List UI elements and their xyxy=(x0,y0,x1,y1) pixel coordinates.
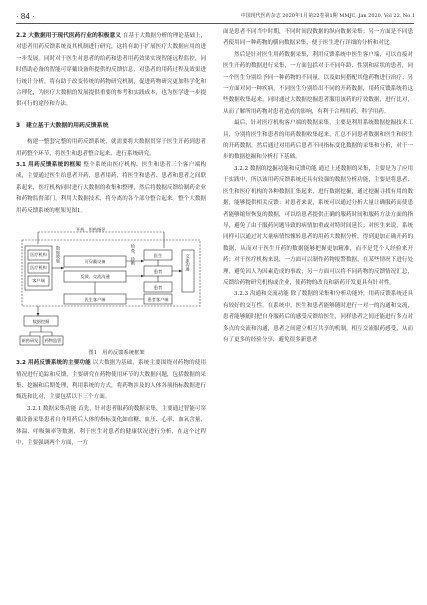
section-3-2-body: 以大数据为基础，系统主要围绕对药物的使用情况进行追踪和反馈，主要研究在药物使用环节的大数据问题，包括数据的采集、挖掘和后期处理，利用系统的方式，将药物涉及的人体各项指标数据进行甄选和比对，主要包括以下三个方面。 xyxy=(16,360,207,401)
fig-label-doctor-client: 医生客户端 xyxy=(84,297,106,303)
section-3-1-body: 整个系统由医疗机构、医生和患者三个客户端构成，主要通过医生给患者开药，患者用药，将医生和患者、患者和患者之间联系起来，医疗机构同时进行大数据的收集和整理，然后将数据反馈给制药企业和药物监督部门，利用大数据技术，将分离的各个部分整合起来。整个大数据用药反馈系统的框架见图1。 xyxy=(16,162,207,214)
section-3-1-title: 3.1 用药反馈系统的框架 xyxy=(16,162,82,169)
right-paragraph-3: 最后，针对医疗机构客户端的数据采集，主要是利用系统数据挖掘技术工具，分别将医生和患者的用药数据收集起来，汇总不同患者数据和医生和医生的开药数据，然后通过对用药后患者不同指标变化数据的采集和分析，对于一步的数据挖掘和分析打下基础。 xyxy=(223,120,413,161)
fig-label-feedback: 反馈、交流沟通 xyxy=(80,274,110,280)
fig-label-patient-client: 患者客户端 xyxy=(147,297,169,303)
section-3-2-2 xyxy=(223,164,413,289)
figure-1-lines xyxy=(16,220,206,347)
fig-label-patient-1: 患者 xyxy=(153,269,163,275)
section-3-2-1-body: 首先，针对患者服药的数据采集，主要通过智能可穿戴设备采集患者自身用药后人体的指标变化如血糖、血压、心率、血氧含量、体温、呼吸频率等数据，利于医生对患者的健康状况进行分析，在这个过程中，主要强调两个方面，一方 xyxy=(16,405,206,446)
fig-label-left-3: 客户端 xyxy=(32,278,45,284)
section-2-2-title: 2.2 大数据用于现代医药行业的积极意义 xyxy=(16,33,122,39)
section-3-2-1-title: 3.2.1 数据采集功能 xyxy=(27,405,77,412)
fig-label-data-collect: 数据收集 xyxy=(56,246,61,263)
section-2-2 xyxy=(16,31,206,111)
section-3-2-2-body: 通过上述数据的采集，主要是为了应用于实践中，所以该用药反馈系统还具有较强的数据分析功能，主要是将患者、医生和医疗机构的各种数据汇集起来，进行数据挖掘，通过挖掘寻找有用的数据，能够提供相关反馈：对患者来说，系统可以通过分析大量让确服药而使患者能够缩短恢复的数据，可以给患者提供正确的服药时间和服药方法方面的指导，避免了由于服药问题导致的病情加重或对特时间延长；对医生来说，系统同样可以通过对大量病情惊悚转患者的用药大数据分析，得到更加正确开药的数据，从而对于医生开药的数据能够把握更加精准，而不是凭个人经验来开药；对于医疗机构来说，一方面可以制作药物报警数据，在某些情况下进行处理，避免因人为因素造成的事故；另一方面可以将不同药物的反馈情况汇总，反馈给药物研究机构或企业，使药物的改良和新药开发更具有针对性。 xyxy=(223,165,413,286)
section-3-2-title: 3.2 用药反馈系统的主要功能 xyxy=(16,360,91,367)
right-paragraph-1: 面是患者不同当中时期，不同时间段数据的纵向数据采集；另一方面是不同患者使用同一种药物的横向数据采集，便于医生进行详细的分析和对比。 xyxy=(223,29,413,47)
fig-label-prescribe-guide: 开药、用药指导 xyxy=(76,227,106,233)
page-number: · 84 · xyxy=(16,12,35,21)
figure-1-framework-diagram xyxy=(16,220,206,347)
fig-label-left-2: 医疗机构 xyxy=(30,265,47,271)
section-3-2-3-body: 除了数据的采集和分析功能外，用药反馈系统还具有较好的交互性。在系统中，医生和患者能够随时进行一对一的沟通和交流，患者能够随时把自身服药后的感受反馈给医生，同样患者之间还能进行多点对多点的交流和沟通，患者之间建立相互共享的机制，相互交流服药感受，从而有了更多的经验分享，避免很多新患者 xyxy=(223,291,413,343)
section-3-2-3-title: 3.2.3 沟通和交流功能 xyxy=(234,291,289,298)
fig-label-communicate: 交流沟通 xyxy=(185,254,191,271)
section-3-1 xyxy=(16,160,206,217)
header-rule xyxy=(16,23,414,24)
section-3-2-1 xyxy=(16,404,206,450)
left-column xyxy=(16,31,206,449)
section-3-body: 构建一整套完整的用药反馈系统，就需要将大数据贯穿于医生开药到患者用药整个环节，将医生和患者整合起来，进行系统研究。 xyxy=(16,139,206,157)
section-3-2-3 xyxy=(223,289,413,346)
section-3-2 xyxy=(16,358,206,404)
fig-label-drug-supervision: 药物监管 xyxy=(44,338,62,344)
section-3-2-2-title: 3.2.2 数据的挖掘功能和反馈功能 xyxy=(234,165,317,172)
fig-label-left-1: 医疗机构 xyxy=(30,252,47,258)
figure-1-caption: 图1 用药反馈系统框架 xyxy=(88,350,145,357)
right-column xyxy=(223,27,413,346)
right-paragraph-2: 然后是针对医生用药数据采集，利用反馈系统中医生客户端，可以直接对医生开药的数据进行采集，一方面包括对于不同年龄、性别和症状的患者，同一个医生分别给予同一种药物的不同量，以及如何搭配其他药物进行治疗；另一方面对同一种疾病，不同医生分别给出不同的开药数据，用药反馈系统将这些数据收集起来，同时通过大数据挖掘患者服用该药的疗效数据，进行比对，从而了解所用药物对患者造成的影响，有利于合理用药，科学用药。 xyxy=(223,51,413,115)
fig-label-doctor: 医生 xyxy=(153,253,163,259)
fig-label-patient-2: 患者 xyxy=(153,285,163,291)
section-3-title: 3 建立基于大数据的用药反馈系统 xyxy=(16,122,109,129)
fig-label-check-diagnose: 检查、诊断 xyxy=(131,244,136,266)
fig-label-data-mining: 数据挖掘 xyxy=(32,319,50,325)
running-header: 中国现代医药杂志 2020年1月第22卷第1期 MMJC, Jan 2020, Vol 22, No.1 xyxy=(240,13,415,19)
fig-label-new-drug: 新药研发 xyxy=(21,338,39,344)
fig-label-wearable: 可穿戴设备 xyxy=(84,259,106,265)
section-2-2-body: 在基于大数据分析的理论基础上，对患者用药反馈系统及其机制进行研究，这将有助于扩展医疗大数据应用的进一步发展。同时对于医生对患者的给药和患者用药效果实现智能远程监控，同时借助必备的智能可穿戴设备所提供的反馈信息，对患者的用药过程及效果进行统计分析，将有助于改变传统的药物研究机制，促进药物研究更加科学化和合理化，为医疗大数据的发展提供重要的参考和实践成本，也为医学进一步提供可行的途径和方法。 xyxy=(16,33,207,108)
